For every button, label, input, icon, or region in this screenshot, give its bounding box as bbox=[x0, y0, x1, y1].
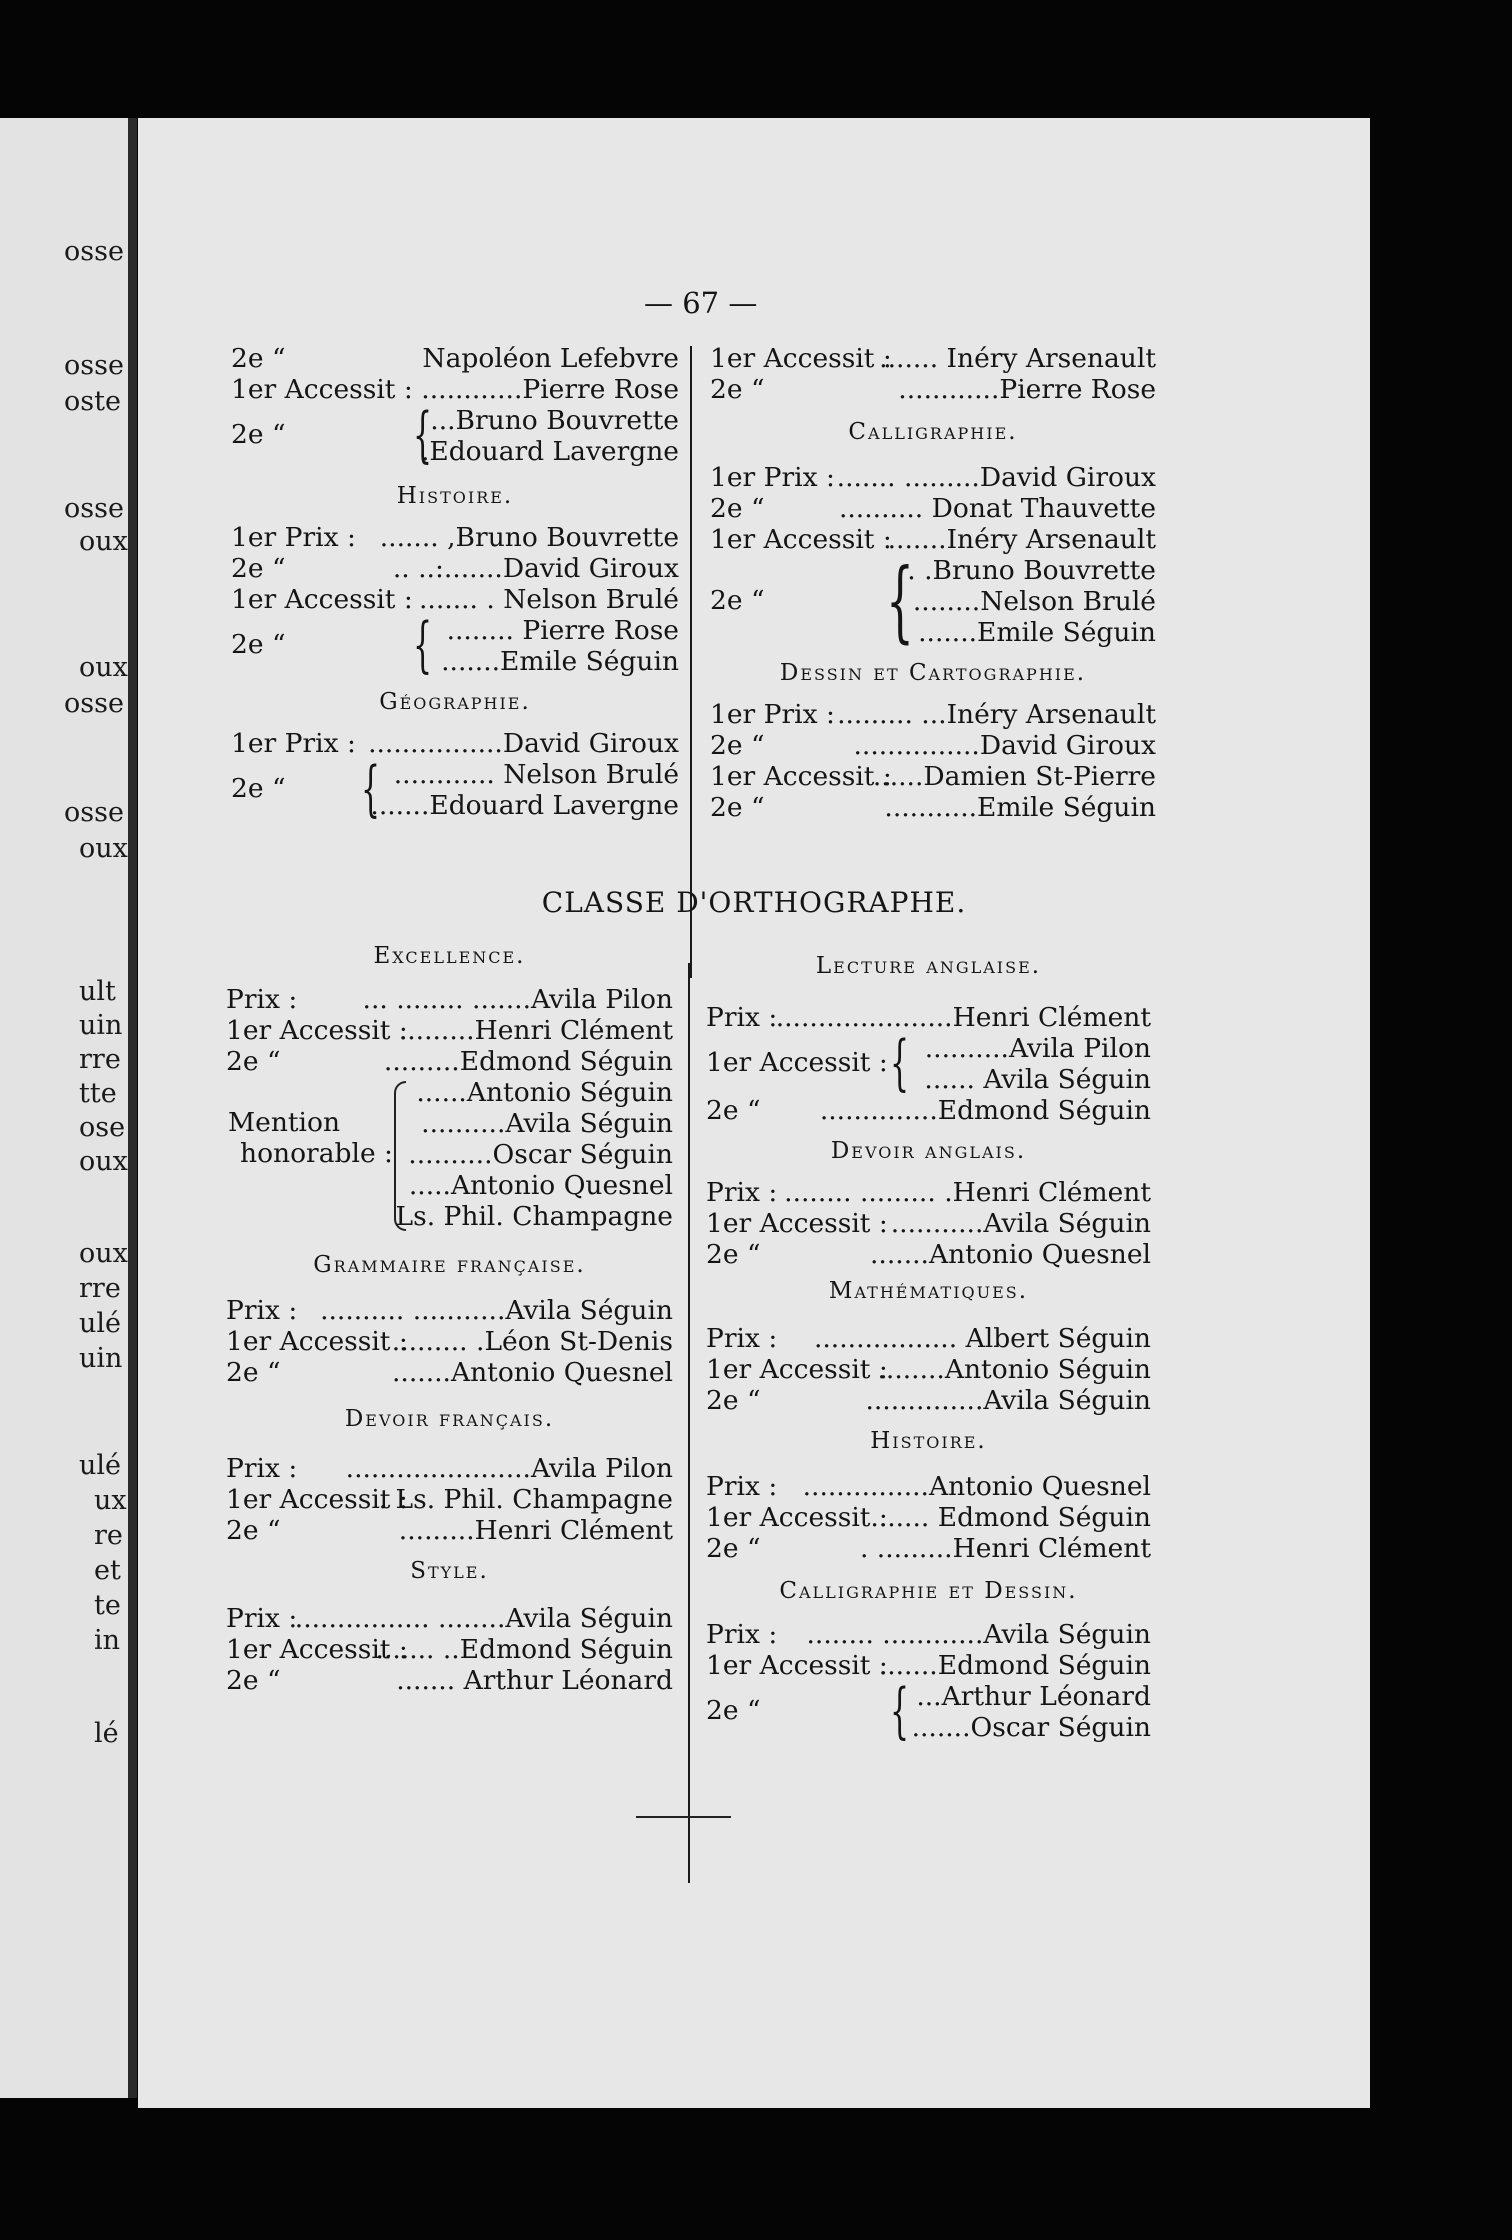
prev-page-fragment: tte bbox=[79, 1078, 117, 1109]
prev-page-fragment: rre bbox=[79, 1273, 121, 1304]
award-row: 2e “ ....... Arthur Léonard bbox=[226, 1665, 673, 1696]
award-row: 1er Accessit : .......Inéry Arsenault bbox=[710, 524, 1156, 555]
section-heading-calligraphie: Calligraphie. bbox=[848, 419, 1018, 445]
prev-page-fragment: osse bbox=[64, 688, 124, 719]
prev-page-fragment: ulé bbox=[79, 1450, 122, 1481]
bottom-right-column bbox=[706, 951, 1151, 1746]
award-row: 2e “ . .........Henri Clément bbox=[706, 1533, 1151, 1564]
award-row: Prix : ................ ........Avila Séguin bbox=[226, 1603, 673, 1634]
previous-page-strip bbox=[0, 118, 128, 2098]
award-row: Prix : ........ ............Avila Séguin bbox=[706, 1619, 1151, 1650]
award-group: 2e “ { ...Bruno Bouvrette .Edouard Lavergne bbox=[231, 400, 679, 470]
award-row: 1er Accessit : ......... .Léon St-Denis bbox=[226, 1326, 673, 1357]
prev-page-fragment: re bbox=[94, 1520, 123, 1551]
prev-page-fragment: oux bbox=[79, 1146, 128, 1177]
top-right-column bbox=[710, 343, 1156, 823]
award-row: 2e “ .........Edmond Séguin bbox=[226, 1046, 673, 1077]
prev-page-fragment: oux bbox=[79, 652, 128, 683]
prev-page-fragment: osse bbox=[64, 236, 124, 267]
award-row: 1er Accessit : ...........Avila Séguin bbox=[706, 1208, 1151, 1239]
mention-honorable-group: Mention honorable : ......Antonio Séguin ..........Avila Séguin ..........Oscar Séguin .....Antonio Quesnel Ls. Phil. Champagne bbox=[228, 1077, 673, 1232]
column-divider-top bbox=[690, 346, 692, 978]
prev-page-fragment: ux bbox=[94, 1485, 127, 1516]
page-number: — 67 — bbox=[644, 286, 758, 320]
award-row: 1er Accessit : ......Damien St-Pierre bbox=[710, 761, 1156, 792]
award-group: 2e “ { ............ Nelson Brulé .......Edouard Lavergne bbox=[231, 754, 679, 824]
award-row: 2e “ .......Antonio Quesnel bbox=[226, 1357, 673, 1388]
award-row: 1er Prix : ......... ...Inéry Arsenault bbox=[710, 699, 1156, 730]
prev-page-fragment: et bbox=[94, 1555, 121, 1586]
prev-page-fragment: oste bbox=[64, 386, 121, 417]
award-row: Prix : ................. Albert Séguin bbox=[706, 1323, 1151, 1354]
prev-page-fragment: te bbox=[94, 1590, 121, 1621]
award-row: 1er Accessit : ....... ..Edmond Séguin bbox=[226, 1634, 673, 1665]
award-row: Prix : ......................Avila Pilon bbox=[226, 1453, 673, 1484]
award-row: Prix : ...............Antonio Quesnel bbox=[706, 1471, 1151, 1502]
prev-page-fragment: ult bbox=[79, 976, 116, 1007]
section-heading-lecture-anglaise: Lecture anglaise. bbox=[815, 953, 1042, 979]
award-row: 1er Accessit : ....... Inéry Arsenault bbox=[710, 343, 1156, 374]
award-row: 1er Accessit : ............Pierre Rose bbox=[231, 374, 679, 405]
award-row: 1er Accessit : .........Henri Clément bbox=[226, 1015, 673, 1046]
award-row: Prix : .....................Henri Clément bbox=[706, 1002, 1151, 1033]
award-row: Prix : ... ........ .......Avila Pilon bbox=[226, 984, 673, 1015]
award-row: 2e “ .......... Donat Thauvette bbox=[710, 493, 1156, 524]
section-heading-histoire-2: Histoire. bbox=[870, 1428, 987, 1454]
prev-page-fragment: ulé bbox=[79, 1308, 122, 1339]
prev-page-fragment: osse bbox=[64, 350, 124, 381]
award-row: 2e “ Napoléon Lefebvre bbox=[231, 343, 679, 374]
document-page bbox=[138, 118, 1370, 2108]
award-group: 2e “ { ........ Pierre Rose .......Emile Séguin bbox=[231, 610, 679, 680]
prev-page-fragment: oux bbox=[79, 833, 128, 864]
award-row: 1er Accessit : . Ls. Phil. Champagne bbox=[226, 1484, 673, 1515]
section-heading-geographie: Géographie. bbox=[379, 689, 531, 715]
column-divider-bottom bbox=[688, 963, 690, 1883]
award-row: 2e “ ...............David Giroux bbox=[710, 730, 1156, 761]
award-row: 2e “ ..............Edmond Séguin bbox=[706, 1095, 1151, 1126]
award-row: 2e “ .......Antonio Quesnel bbox=[706, 1239, 1151, 1270]
page-gutter bbox=[128, 118, 137, 2098]
closing-rule bbox=[636, 1816, 731, 1818]
prev-page-fragment: lé bbox=[94, 1718, 119, 1749]
prev-page-fragment: rre bbox=[79, 1044, 121, 1075]
section-title: CLASSE D'ORTHOGRAPHE. bbox=[541, 886, 967, 919]
prev-page-fragment: osse bbox=[64, 797, 124, 828]
section-heading-mathematiques: Mathématiques. bbox=[828, 1278, 1029, 1304]
award-row: Prix : ........ ......... .Henri Clément bbox=[706, 1177, 1151, 1208]
award-row: 2e “ .........Henri Clément bbox=[226, 1515, 673, 1546]
section-heading-histoire: Histoire. bbox=[396, 483, 514, 509]
award-row: 1er Accessit : ....... Edmond Séguin bbox=[706, 1502, 1151, 1533]
award-row: 1er Accessit : .......Edmond Séguin bbox=[706, 1650, 1151, 1681]
award-row: 2e “ ...........Emile Séguin bbox=[710, 792, 1156, 823]
prev-page-fragment: uin bbox=[79, 1010, 123, 1041]
section-heading-calligraphie-dessin: Calligraphie et Dessin. bbox=[779, 1578, 1078, 1604]
prev-page-fragment: oux bbox=[79, 526, 128, 557]
award-row: 1er Accessit : ....... . Nelson Brulé bbox=[231, 584, 679, 615]
award-group: 1er Accessit : { ..........Avila Pilon ...... Avila Séguin bbox=[706, 1028, 1151, 1098]
award-row: 1er Prix : ....... ,Bruno Bouvrette bbox=[231, 522, 679, 553]
award-group: 2e “ { ...Arthur Léonard .......Oscar Séguin bbox=[706, 1676, 1151, 1746]
prev-page-fragment: uin bbox=[79, 1343, 123, 1374]
award-row: Prix : .......... ...........Avila Séguin bbox=[226, 1295, 673, 1326]
award-row: 1er Prix : ................David Giroux bbox=[231, 728, 679, 759]
section-heading-devoir-anglais: Devoir anglais. bbox=[830, 1138, 1027, 1164]
section-heading-dessin: Dessin et Cartographie. bbox=[779, 660, 1087, 686]
prev-page-fragment: ose bbox=[79, 1112, 126, 1143]
section-heading-devoir-francais: Devoir français. bbox=[344, 1406, 555, 1432]
award-row: 2e “ ............Pierre Rose bbox=[710, 374, 1156, 405]
award-row: 2e “ .. ..:.......David Giroux bbox=[231, 553, 679, 584]
bottom-left-column bbox=[226, 941, 673, 1696]
prev-page-fragment: osse bbox=[64, 493, 124, 524]
section-heading-excellence: Excellence. bbox=[373, 943, 526, 969]
top-left-column bbox=[231, 343, 679, 824]
section-heading-grammaire: Grammaire française. bbox=[313, 1252, 586, 1278]
award-row: 2e “ ..............Avila Séguin bbox=[706, 1385, 1151, 1416]
section-heading-style: Style. bbox=[410, 1558, 489, 1584]
award-row: 1er Accessit : ........Antonio Séguin bbox=[706, 1354, 1151, 1385]
prev-page-fragment: oux bbox=[79, 1238, 128, 1269]
award-group: 2e “ { . .Bruno Bouvrette ........Nelson Brulé .......Emile Séguin bbox=[710, 549, 1156, 652]
award-row: 1er Prix : ....... .........David Giroux bbox=[710, 462, 1156, 493]
prev-page-fragment: in bbox=[94, 1625, 121, 1656]
